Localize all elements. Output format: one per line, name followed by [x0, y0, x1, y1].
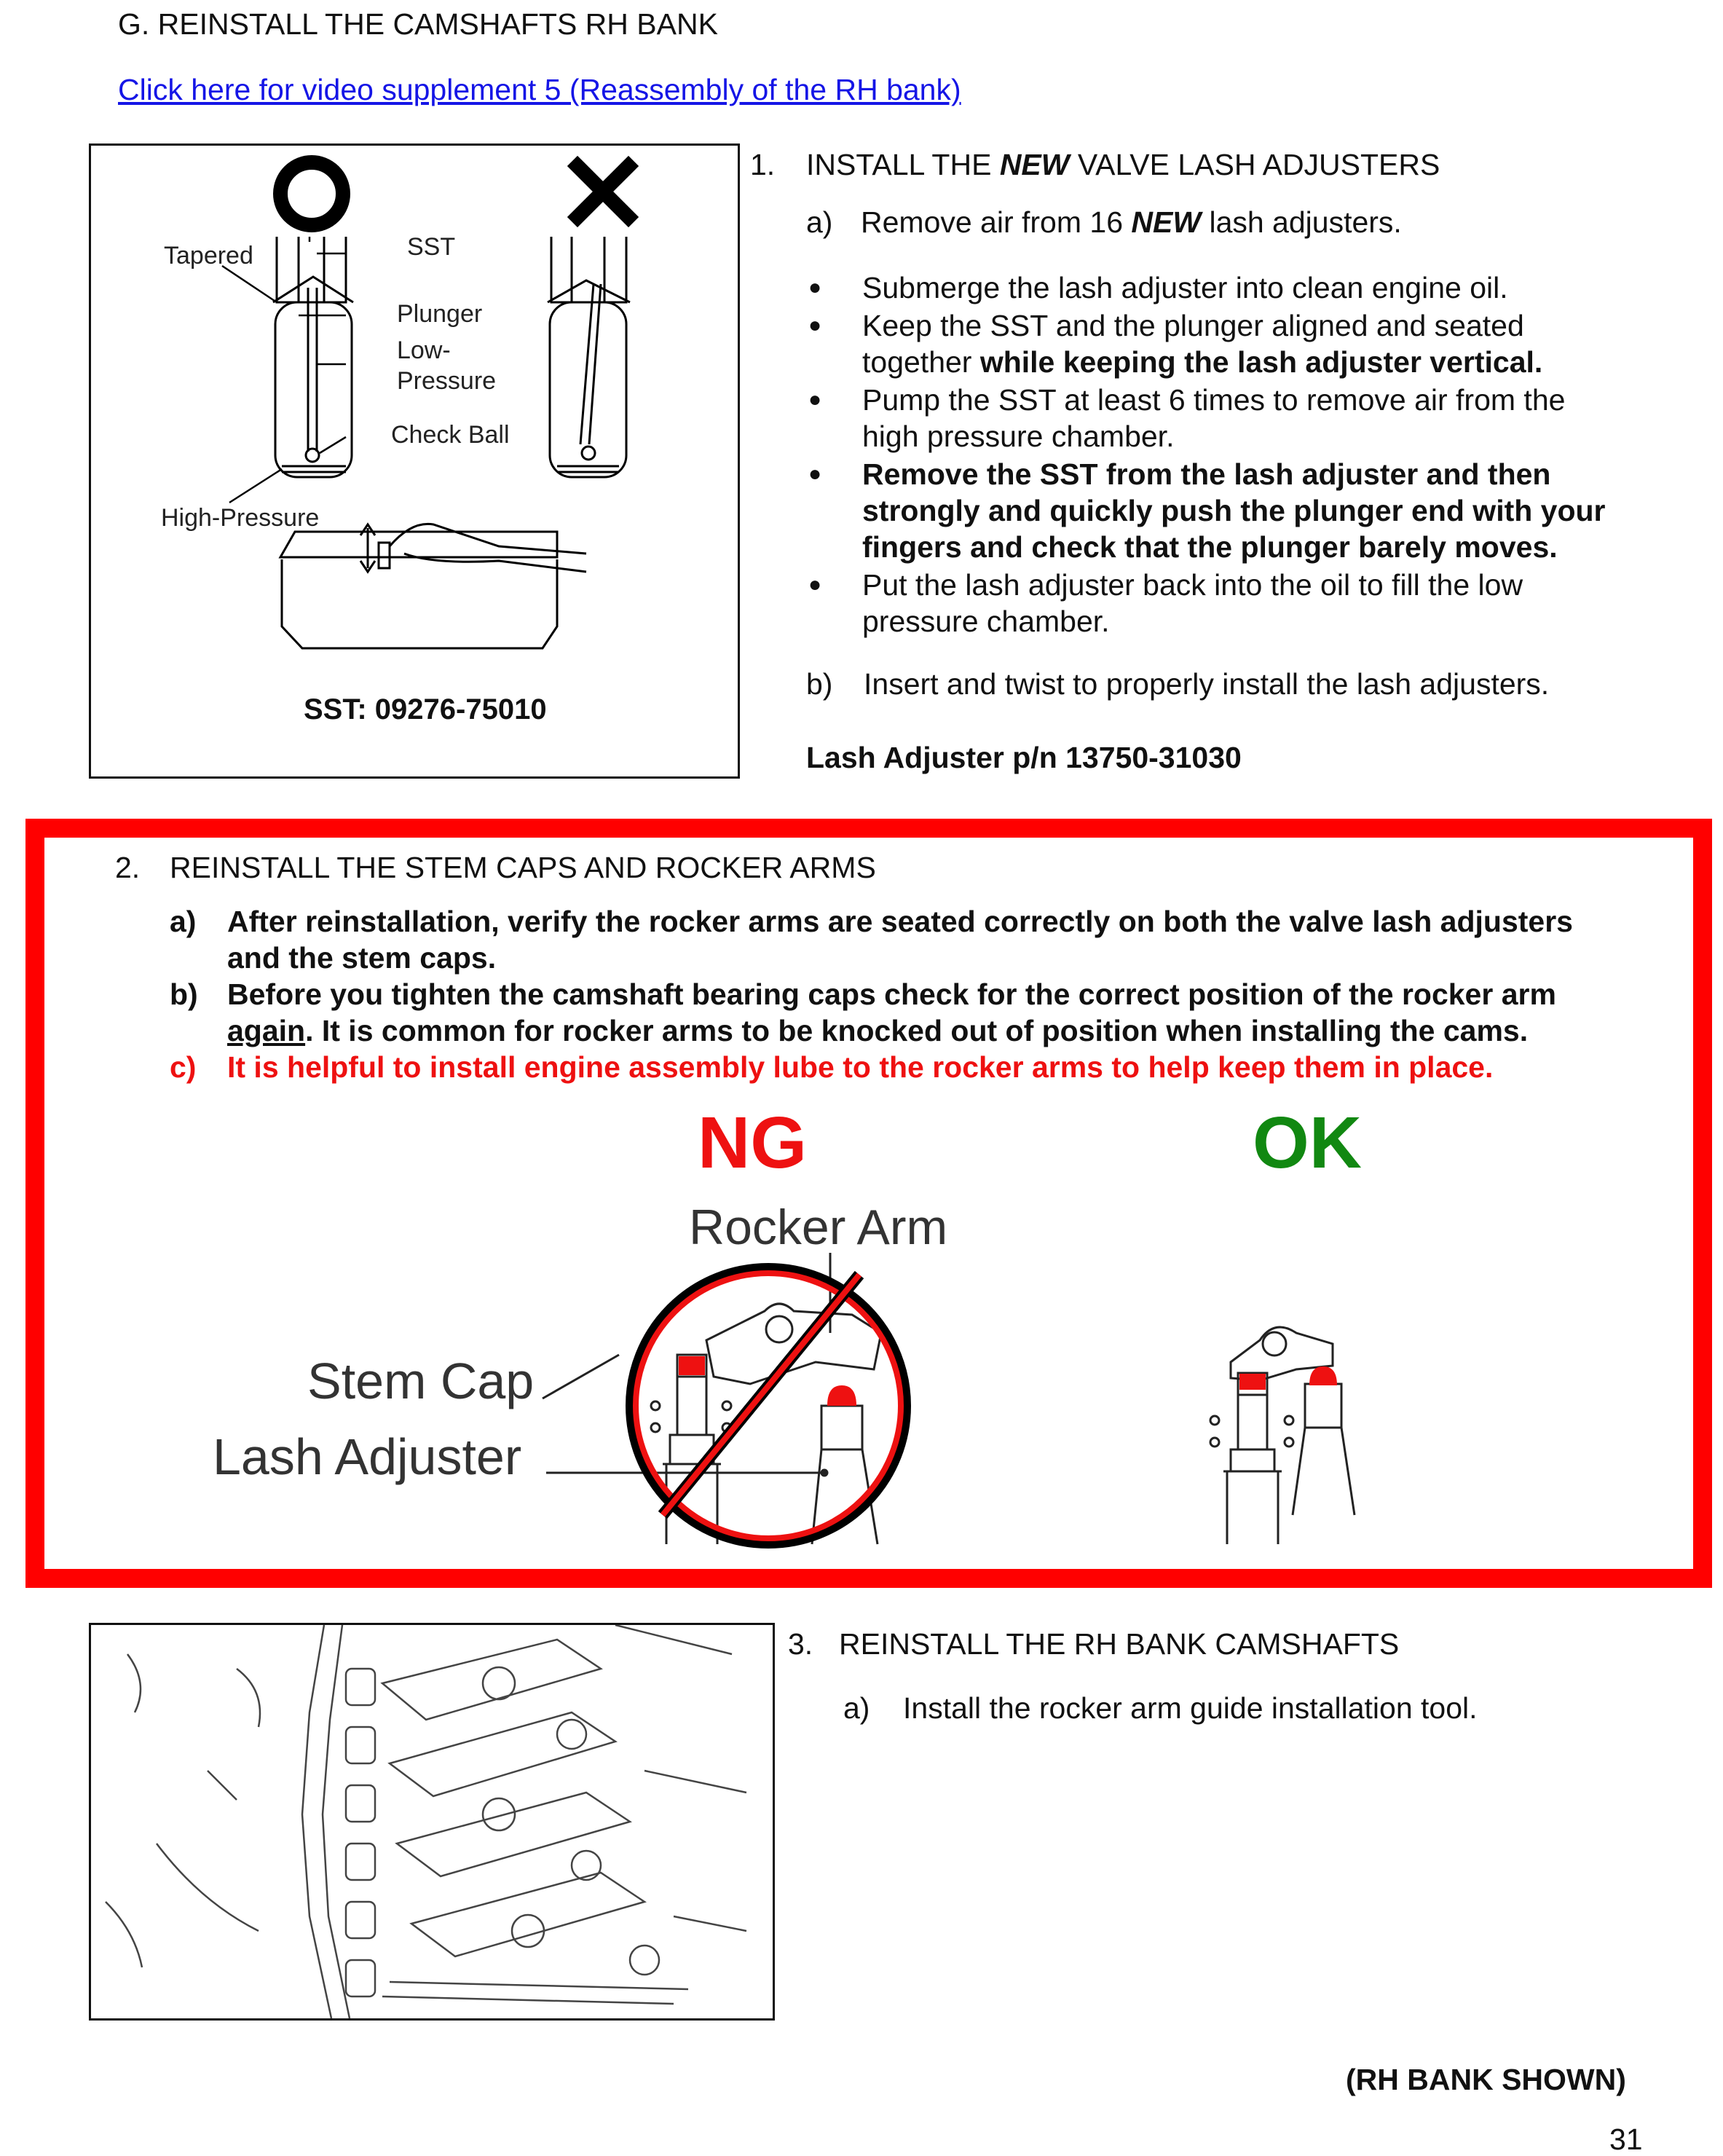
bullet-2-line2: together while keeping the lash adjuster vertical.: [862, 345, 1543, 379]
video-supplement-link[interactable]: Click here for video supplement 5 (Reassembly of the RH bank): [118, 73, 961, 106]
label-high-pressure: High-Pressure: [161, 504, 320, 532]
label-tapered: Tapered: [164, 242, 253, 270]
label-pressure: Pressure: [397, 367, 497, 395]
ng-cross-icon: [577, 166, 628, 217]
step2-b-line1: Before you tighten the camshaft bearing caps check for the correct position of the rocker arm: [227, 977, 1556, 1011]
ng-stem-cap-mark: [679, 1356, 705, 1375]
bullet-2-line1: Keep the SST and the plunger aligned and seated: [862, 309, 1524, 342]
bullet-5-line2: pressure chamber.: [862, 605, 1110, 638]
lash-adjuster-figure: [89, 143, 740, 779]
bullet-dot-icon: ●: [808, 462, 822, 486]
ok-stem-cap-mark: [1239, 1374, 1266, 1390]
step3-a-text: Install the rocker arm guide installation tool.: [903, 1691, 1478, 1725]
step3-number: 3.: [788, 1627, 813, 1661]
label-lash-adjuster: Lash Adjuster: [213, 1428, 522, 1485]
ng-label: NG: [698, 1102, 807, 1184]
step2-b-line2: again. It is common for rocker arms to be knocked out of position when installing the cams.: [227, 1014, 1529, 1047]
bullet-5-line1: Put the lash adjuster back into the oil to fill the low: [862, 568, 1523, 602]
bullet-3-line1: Pump the SST at least 6 times to remove air from the: [862, 383, 1566, 417]
step2-b-label: b): [170, 977, 198, 1011]
bullet-dot-icon: ●: [808, 387, 822, 412]
bullet-1: Submerge the lash adjuster into clean engine oil.: [862, 271, 1508, 304]
ok-adjuster-mark: [1309, 1366, 1337, 1385]
step1-a-text: Remove air from 16 NEW lash adjusters.: [861, 205, 1402, 239]
rocker-arm-diagram: [197, 1187, 1478, 1566]
rocker-rows: [346, 1669, 375, 1996]
camshaft-figure: [89, 1623, 775, 2021]
bullet-4-line2: strongly and quickly push the plunger end with your: [862, 494, 1606, 527]
page-number: 31: [1609, 2122, 1643, 2156]
figure-caption: (RH BANK SHOWN): [1346, 2063, 1626, 2096]
bullet-4-line3: fingers and check that the plunger barely moves.: [862, 530, 1558, 564]
label-low: Low-: [397, 337, 451, 364]
step2-title: REINSTALL THE STEM CAPS AND ROCKER ARMS: [170, 851, 876, 884]
step1-b-text: Insert and twist to properly install the lash adjusters.: [864, 667, 1550, 701]
section-title: G. REINSTALL THE CAMSHAFTS RH BANK: [118, 7, 718, 41]
sst-number: SST: 09276-75010: [304, 693, 547, 725]
bullet-dot-icon: ●: [808, 275, 822, 299]
bullet-dot-icon: ●: [808, 313, 822, 337]
label-stem-cap: Stem Cap: [307, 1353, 535, 1409]
adjuster-correct-drawing: [273, 237, 353, 477]
label-plunger: Plunger: [397, 300, 483, 328]
camshaft-drawing: [91, 1625, 773, 2018]
part-number: Lash Adjuster p/n 13750-31030: [806, 741, 1242, 774]
ok-circle-icon: [280, 162, 343, 225]
lash-adjuster-diagram: [91, 146, 738, 776]
label-check-ball: Check Ball: [391, 421, 510, 449]
step2-c-label: c): [170, 1050, 197, 1084]
step2-a-label: a): [170, 905, 197, 938]
step2-number: 2.: [115, 851, 141, 884]
step1-number: 1.: [750, 148, 776, 181]
step3-title: REINSTALL THE RH BANK CAMSHAFTS: [839, 1627, 1400, 1661]
ok-label: OK: [1253, 1102, 1362, 1184]
step1-a-label: a): [806, 205, 833, 239]
adjuster-incorrect-drawing: [548, 237, 630, 477]
oil-pan-drawing: [280, 524, 586, 648]
step1-b-label: b): [806, 667, 833, 701]
bullet-3-line2: high pressure chamber.: [862, 420, 1175, 453]
rocker-arm-figure: [197, 1187, 1478, 1566]
step2-c-text: It is helpful to install engine assembly lube to the rocker arms to help keep them in place.: [227, 1050, 1494, 1084]
bullet-dot-icon: ●: [808, 573, 822, 597]
ok-assembly-drawing: [1210, 1327, 1355, 1544]
step2-a-line1: After reinstallation, verify the rocker arms are seated correctly on both the valve lash adjusters: [227, 905, 1573, 938]
label-sst: SST: [407, 233, 456, 261]
bullet-4-line1: Remove the SST from the lash adjuster and then: [862, 457, 1551, 491]
ng-adjuster-mark: [827, 1385, 856, 1406]
step3-a-label: a): [843, 1691, 870, 1725]
step2-a-line2: and the stem caps.: [227, 941, 497, 975]
leader-lines: [222, 237, 346, 503]
step1-title: INSTALL THE NEW VALVE LASH ADJUSTERS: [806, 148, 1440, 181]
label-rocker-arm: Rocker Arm: [689, 1200, 948, 1255]
